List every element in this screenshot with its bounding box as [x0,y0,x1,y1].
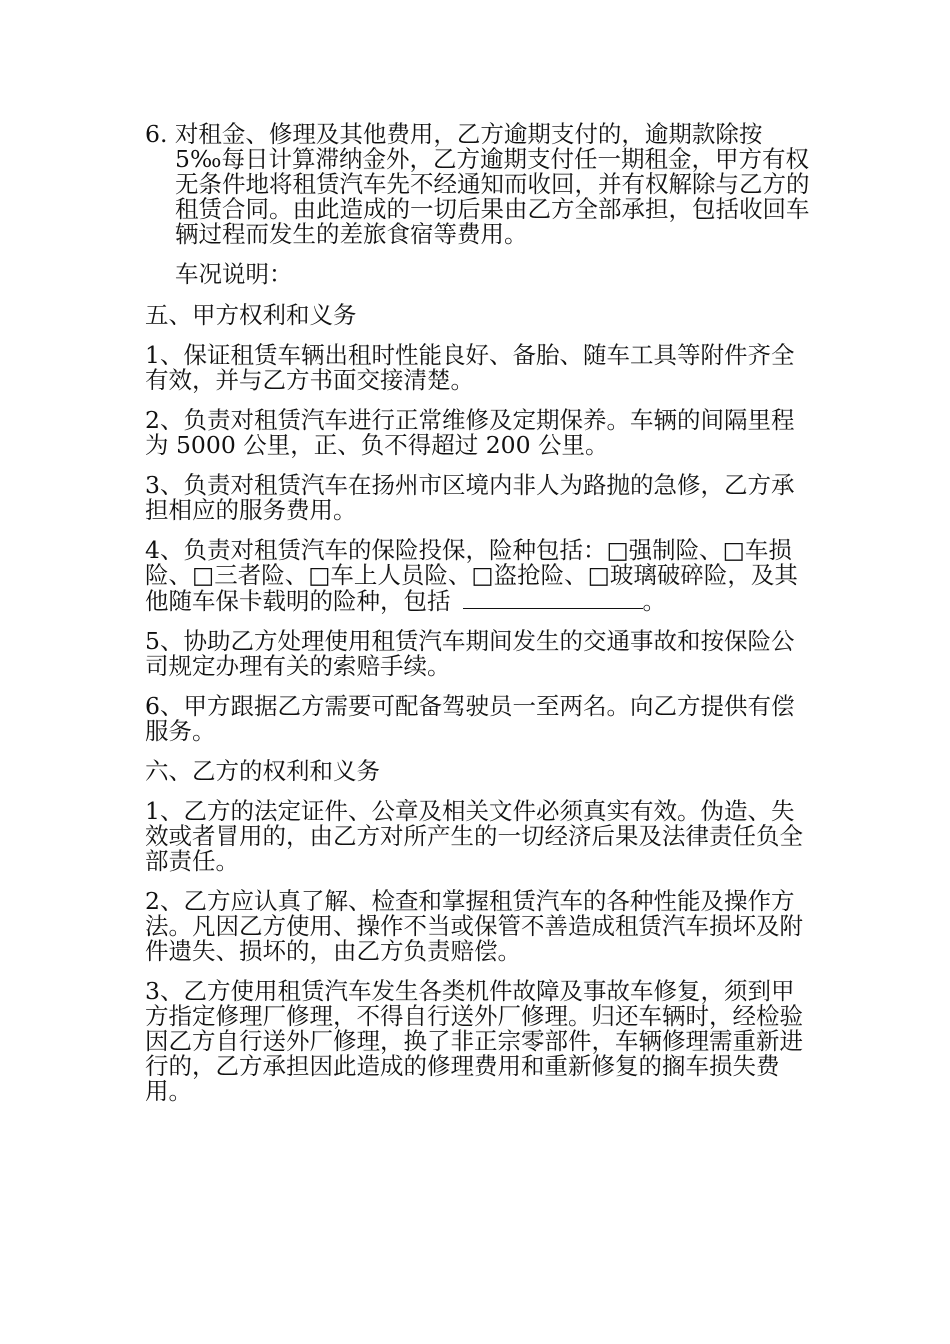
clause-6-1: 1、乙方的法定证件、公章及相关文件必须真实有效。伪造、失效或者冒用的，由乙方对所产生的一切经济后果及法律责任负全部责任。 [145,797,803,875]
clause-5-3: 3、负责对租赁汽车在扬州市区境内非人为路抛的急修，乙方承担相应的服务费用。 [145,471,795,524]
section-heading-party-b: 六、乙方的权利和义务 [145,757,380,785]
clause-5-5: 5、协助乙方处理使用租赁汽车期间发生的交通事故和按保险公司规定办理有关的索赔手续。 [145,627,795,680]
clause-5-2: 2、负责对租赁汽车进行正常维修及定期保养。车辆的间隔里程为 5000 公里，正、负不得超过 200 公里。 [145,406,795,459]
clause-5-6: 6、甲方跟据乙方需要可配备驾驶员一至两名。向乙方提供有偿服务。 [145,692,795,745]
paragraph-rent-overdue: 6. 对租金、修理及其他费用，乙方逾期支付的，逾期款除按 5‰每日计算滞纳金外，乙方逾期支付任一期租金，甲方有权无条件地将租赁汽车先不经通知而收回，并有权解除与乙方的租赁合同。由此造成的一切后果由乙方全部承担，包括收回车辆过程而发生的差旅食宿等费用。 [145,120,810,248]
fill-in-blank-line [463,588,643,609]
paragraph-vehicle-condition: 车况说明： [175,260,293,288]
clause-5-4-text: 4、负责对租赁汽车的保险投保，险种包括：□强制险、□车损险、□三者险、□车上人员险、□盗抢险、□玻璃破碎险，及其他随车保卡载明的险种，包括 [145,536,798,615]
document-page [145,122,815,1119]
clause-6-2: 2、乙方应认真了解、检查和掌握租赁汽车的各种性能及操作方法。凡因乙方使用、操作不当或保管不善造成租赁汽车损坏及附件遗失、损坏的，由乙方负责赔偿。 [145,887,803,965]
clause-5-4-end: 。 [642,587,666,615]
clause-6-3: 3、乙方使用租赁汽车发生各类机件故障及事故车修复，须到甲方指定修理厂修理，不得自行送外厂修理。归还车辆时，经检验因乙方自行送外厂修理，换了非正宗零部件，车辆修理需重新进行的，乙方承担因此造成的修理费用和重新修复的搁车损失费用。 [145,977,803,1105]
clause-5-1: 1、保证租赁车辆出租时性能良好、备胎、随车工具等附件齐全有效，并与乙方书面交接清楚。 [145,341,795,394]
clause-5-4 [145,538,815,614]
section-heading-party-a: 五、甲方权利和义务 [145,301,357,329]
